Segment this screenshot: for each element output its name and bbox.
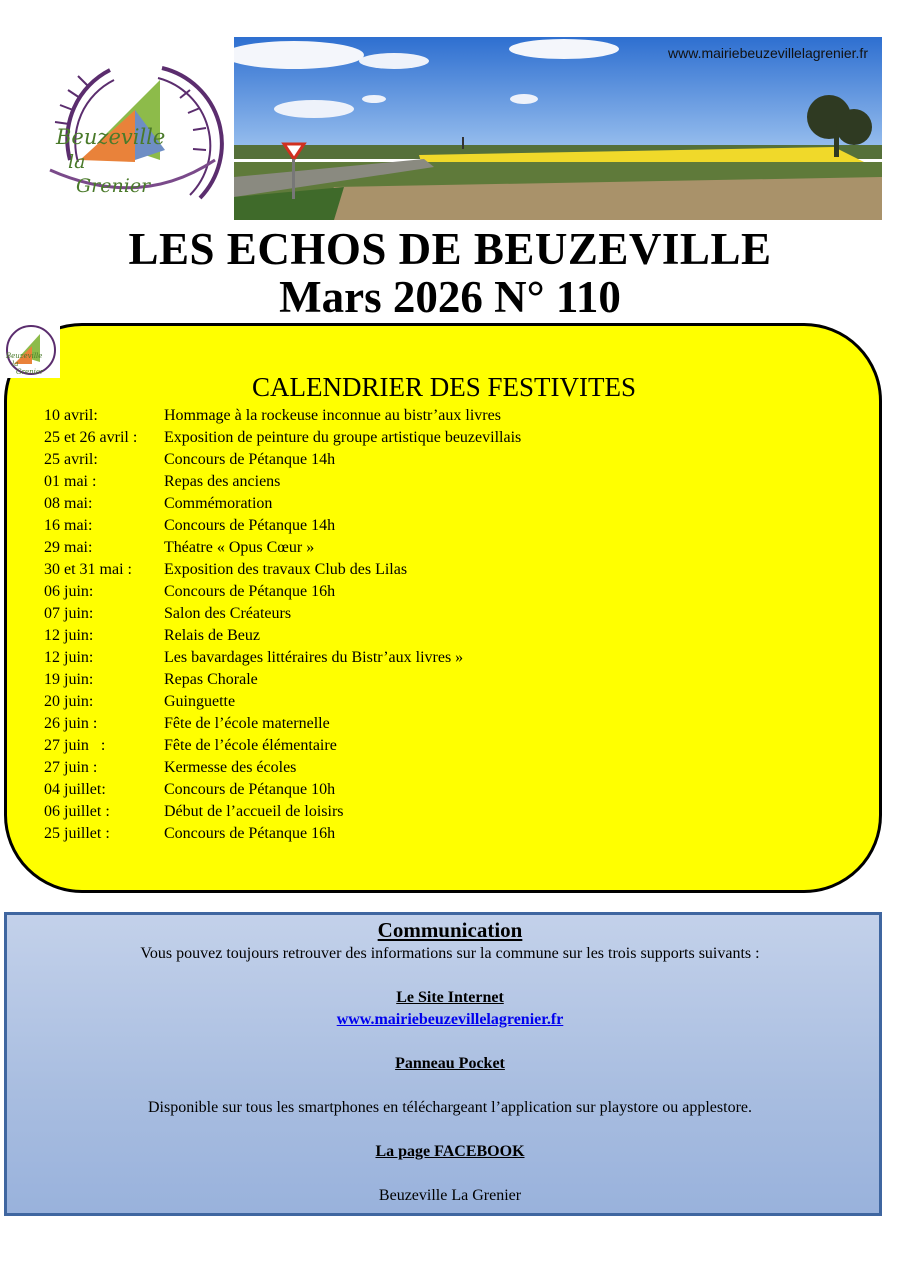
calendar-date: 12 juin: [44,627,94,644]
logo-text-beuzeville: Beuzeville [56,125,166,149]
banner-url-text: www.mairiebeuzevillelagrenier.fr [668,45,868,61]
calendar-event: Concours de Pétanque 14h [164,517,336,534]
calendar-row [44,823,864,845]
calendar-row [44,537,864,559]
calendar-row [44,515,864,537]
mini-logo-text-la: la [12,360,19,368]
calendar-date: 25 avril: [44,451,98,468]
calendar-event: Théatre « Opus Cœur » [164,539,315,556]
calendar-row [44,713,864,735]
calendar-date: 01 mai : [44,473,97,490]
mini-logo [2,322,60,378]
communication-title: Communication [377,918,523,942]
communication-intro: Vous pouvez toujours retrouver des informations sur la commune sur les trois supports suivants : [140,945,760,962]
mini-logo-text-beuzeville: Beuzeville [6,352,43,360]
calendar-event: Repas Chorale [164,671,258,688]
calendar-event: Repas des anciens [164,473,281,490]
calendar-date: 29 mai: [44,539,93,556]
calendar-event: Exposition des travaux Club des Lilas [164,561,408,578]
calendar-date: 25 et 26 avril : [44,429,138,446]
village-logo [40,50,230,220]
calendar-event: Fête de l’école élémentaire [164,737,337,754]
calendar-date: 10 avril: [44,407,98,424]
calendar-event: Concours de Pétanque 14h [164,451,336,468]
calendar-list [44,405,864,845]
calendar-date: 16 mai: [44,517,93,534]
calendar-date: 27 juin : [44,759,98,776]
newsletter-title: LES ECHOS DE BEUZEVILLE [128,224,772,274]
calendar-row [44,801,864,823]
calendar-event: Exposition de peinture du groupe artistique beuzevillais [164,429,522,446]
calendar-event: Guinguette [164,693,236,710]
mini-logo-text-grenier: Grenier [16,368,44,376]
site-heading: Le Site Internet [396,989,504,1006]
calendar-date: 30 et 31 mai : [44,561,132,578]
site-link-wrapper [0,1009,900,1031]
calendar-date: 19 juin: [44,671,94,688]
calendar-title: CALENDRIER DES FESTIVITES [252,372,636,402]
calendar-row [44,603,864,625]
calendar-event: Les bavardages littéraires du Bistr’aux livres » [164,649,464,666]
calendar-date: 04 juillet: [44,781,106,798]
calendar-event: Kermesse des écoles [164,759,297,776]
site-link[interactable]: www.mairiebeuzevillelagrenier.fr [336,1011,564,1028]
facebook-heading: La page FACEBOOK [375,1143,525,1160]
calendar-row [44,559,864,581]
calendar-row [44,449,864,471]
calendar-date: 06 juin: [44,583,94,600]
calendar-row [44,735,864,757]
calendar-event: Salon des Créateurs [164,605,292,622]
calendar-row [44,405,864,427]
calendar-date: 20 juin: [44,693,94,710]
calendar-row [44,625,864,647]
calendar-date: 26 juin : [44,715,98,732]
calendar-date: 08 mai: [44,495,93,512]
calendar-row [44,493,864,515]
calendar-event: Fête de l’école maternelle [164,715,330,732]
calendar-date: 12 juin: [44,649,94,666]
calendar-event: Relais de Beuz [164,627,260,644]
calendar-row [44,581,864,603]
calendar-event: Concours de Pétanque 16h [164,583,336,600]
calendar-date: 27 juin : [44,737,106,754]
facebook-text: Beuzeville La Grenier [378,1187,522,1204]
calendar-event: Hommage à la rockeuse inconnue au bistr’aux livres [164,407,501,424]
calendar-row [44,669,864,691]
calendar-row [44,779,864,801]
calendar-event: Concours de Pétanque 16h [164,825,336,842]
calendar-row [44,757,864,779]
calendar-row [44,471,864,493]
calendar-event: Début de l’accueil de loisirs [164,803,344,820]
banner-photo [234,37,882,220]
calendar-date: 06 juillet : [44,803,110,820]
newsletter-issue: Mars 2026 N° 110 [279,272,621,322]
calendar-date: 25 juillet : [44,825,110,842]
calendar-row [44,691,864,713]
calendar-date: 07 juin: [44,605,94,622]
logo-text-la: la [68,151,86,173]
calendar-row [44,647,864,669]
calendar-row [44,427,864,449]
logo-text-grenier: Grenier [76,175,151,197]
calendar-event: Commémoration [164,495,273,512]
pocket-text: Disponible sur tous les smartphones en téléchargeant l’application sur playstore ou applestore. [148,1099,752,1116]
calendar-event: Concours de Pétanque 10h [164,781,336,798]
pocket-heading: Panneau Pocket [395,1055,505,1072]
